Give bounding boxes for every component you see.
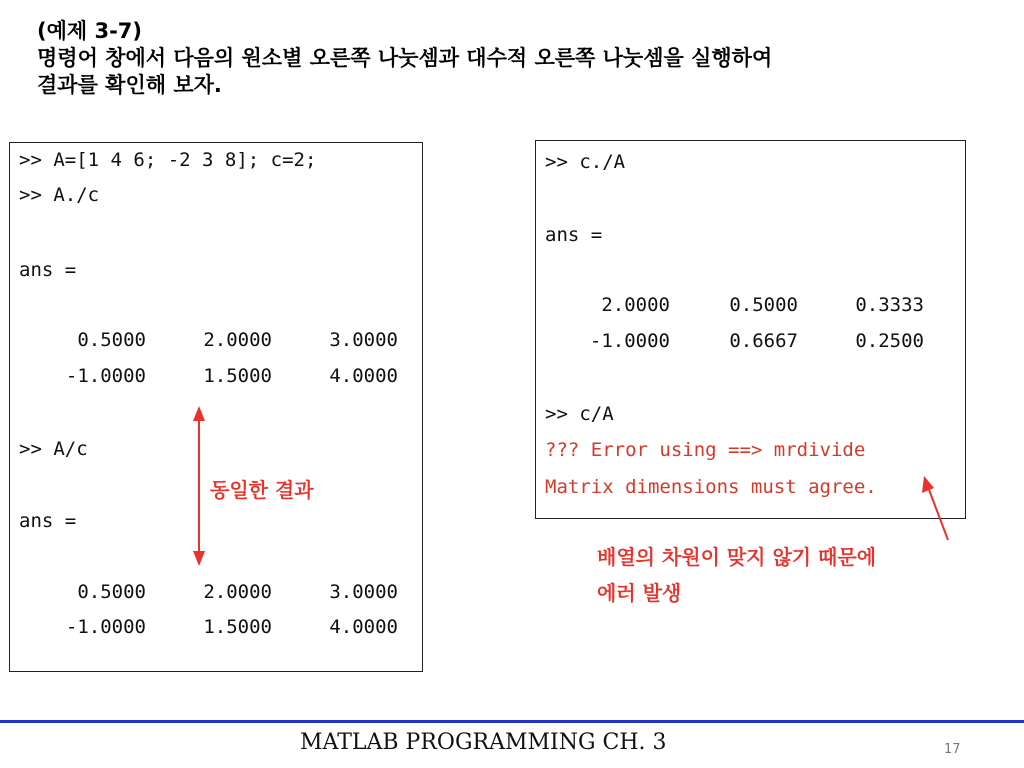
same-result-annotation: 동일한 결과 [210, 478, 314, 502]
matrix-cell: 2.0000 [203, 581, 272, 603]
matrix-cell: 4.0000 [329, 365, 398, 387]
title-line-2: 명령어 창에서 다음의 원소별 오른쪽 나눗셈과 대수적 오른쪽 나눗셈을 실행하여 [37, 46, 773, 70]
command-line: >> A./c [19, 184, 100, 206]
title-line-3: 결과를 확인해 보자. [37, 73, 222, 97]
error-message: Matrix dimensions must agree. [545, 476, 877, 498]
footer-title: MATLAB PROGRAMMING CH. 3 [300, 730, 667, 755]
command-line: >> c./A [545, 151, 626, 173]
page-number: 17 [944, 742, 961, 757]
pointer-arrow-icon [922, 476, 948, 540]
command-line: >> A/c [19, 438, 88, 460]
matrix-cell: 0.3333 [855, 294, 924, 316]
ans-label: ans = [545, 224, 603, 246]
matrix-cell: -1.0000 [589, 330, 670, 352]
ans-label: ans = [19, 259, 77, 281]
error-message: ??? Error using ==> mrdivide [545, 439, 866, 461]
matrix-cell: 1.5000 [203, 365, 272, 387]
command-line: >> A=[1 4 6; -2 3 8]; c=2; [19, 149, 317, 171]
matrix-cell: -1.0000 [65, 616, 146, 638]
matrix-cell: 4.0000 [329, 616, 398, 638]
matrix-cell: 2.0000 [203, 329, 272, 351]
matrix-cell: 0.5000 [729, 294, 798, 316]
matrix-cell: 0.6667 [729, 330, 798, 352]
error-annotation-line-1: 배열의 차원이 맞지 않기 때문에 [597, 545, 877, 569]
footer-rule [0, 720, 1024, 723]
double-arrow-icon [193, 406, 205, 566]
matrix-cell: 1.5000 [203, 616, 272, 638]
matrix-cell: 3.0000 [329, 581, 398, 603]
matrix-cell: 0.2500 [855, 330, 924, 352]
error-annotation-line-2: 에러 발생 [597, 581, 682, 605]
matrix-cell: 3.0000 [329, 329, 398, 351]
command-line: >> c/A [545, 403, 614, 425]
matrix-cell: 0.5000 [77, 329, 146, 351]
title-line-1: (예제 3-7) [37, 19, 143, 43]
matrix-cell: -1.0000 [65, 365, 146, 387]
ans-label: ans = [19, 510, 77, 532]
matrix-cell: 2.0000 [601, 294, 670, 316]
matrix-cell: 0.5000 [77, 581, 146, 603]
